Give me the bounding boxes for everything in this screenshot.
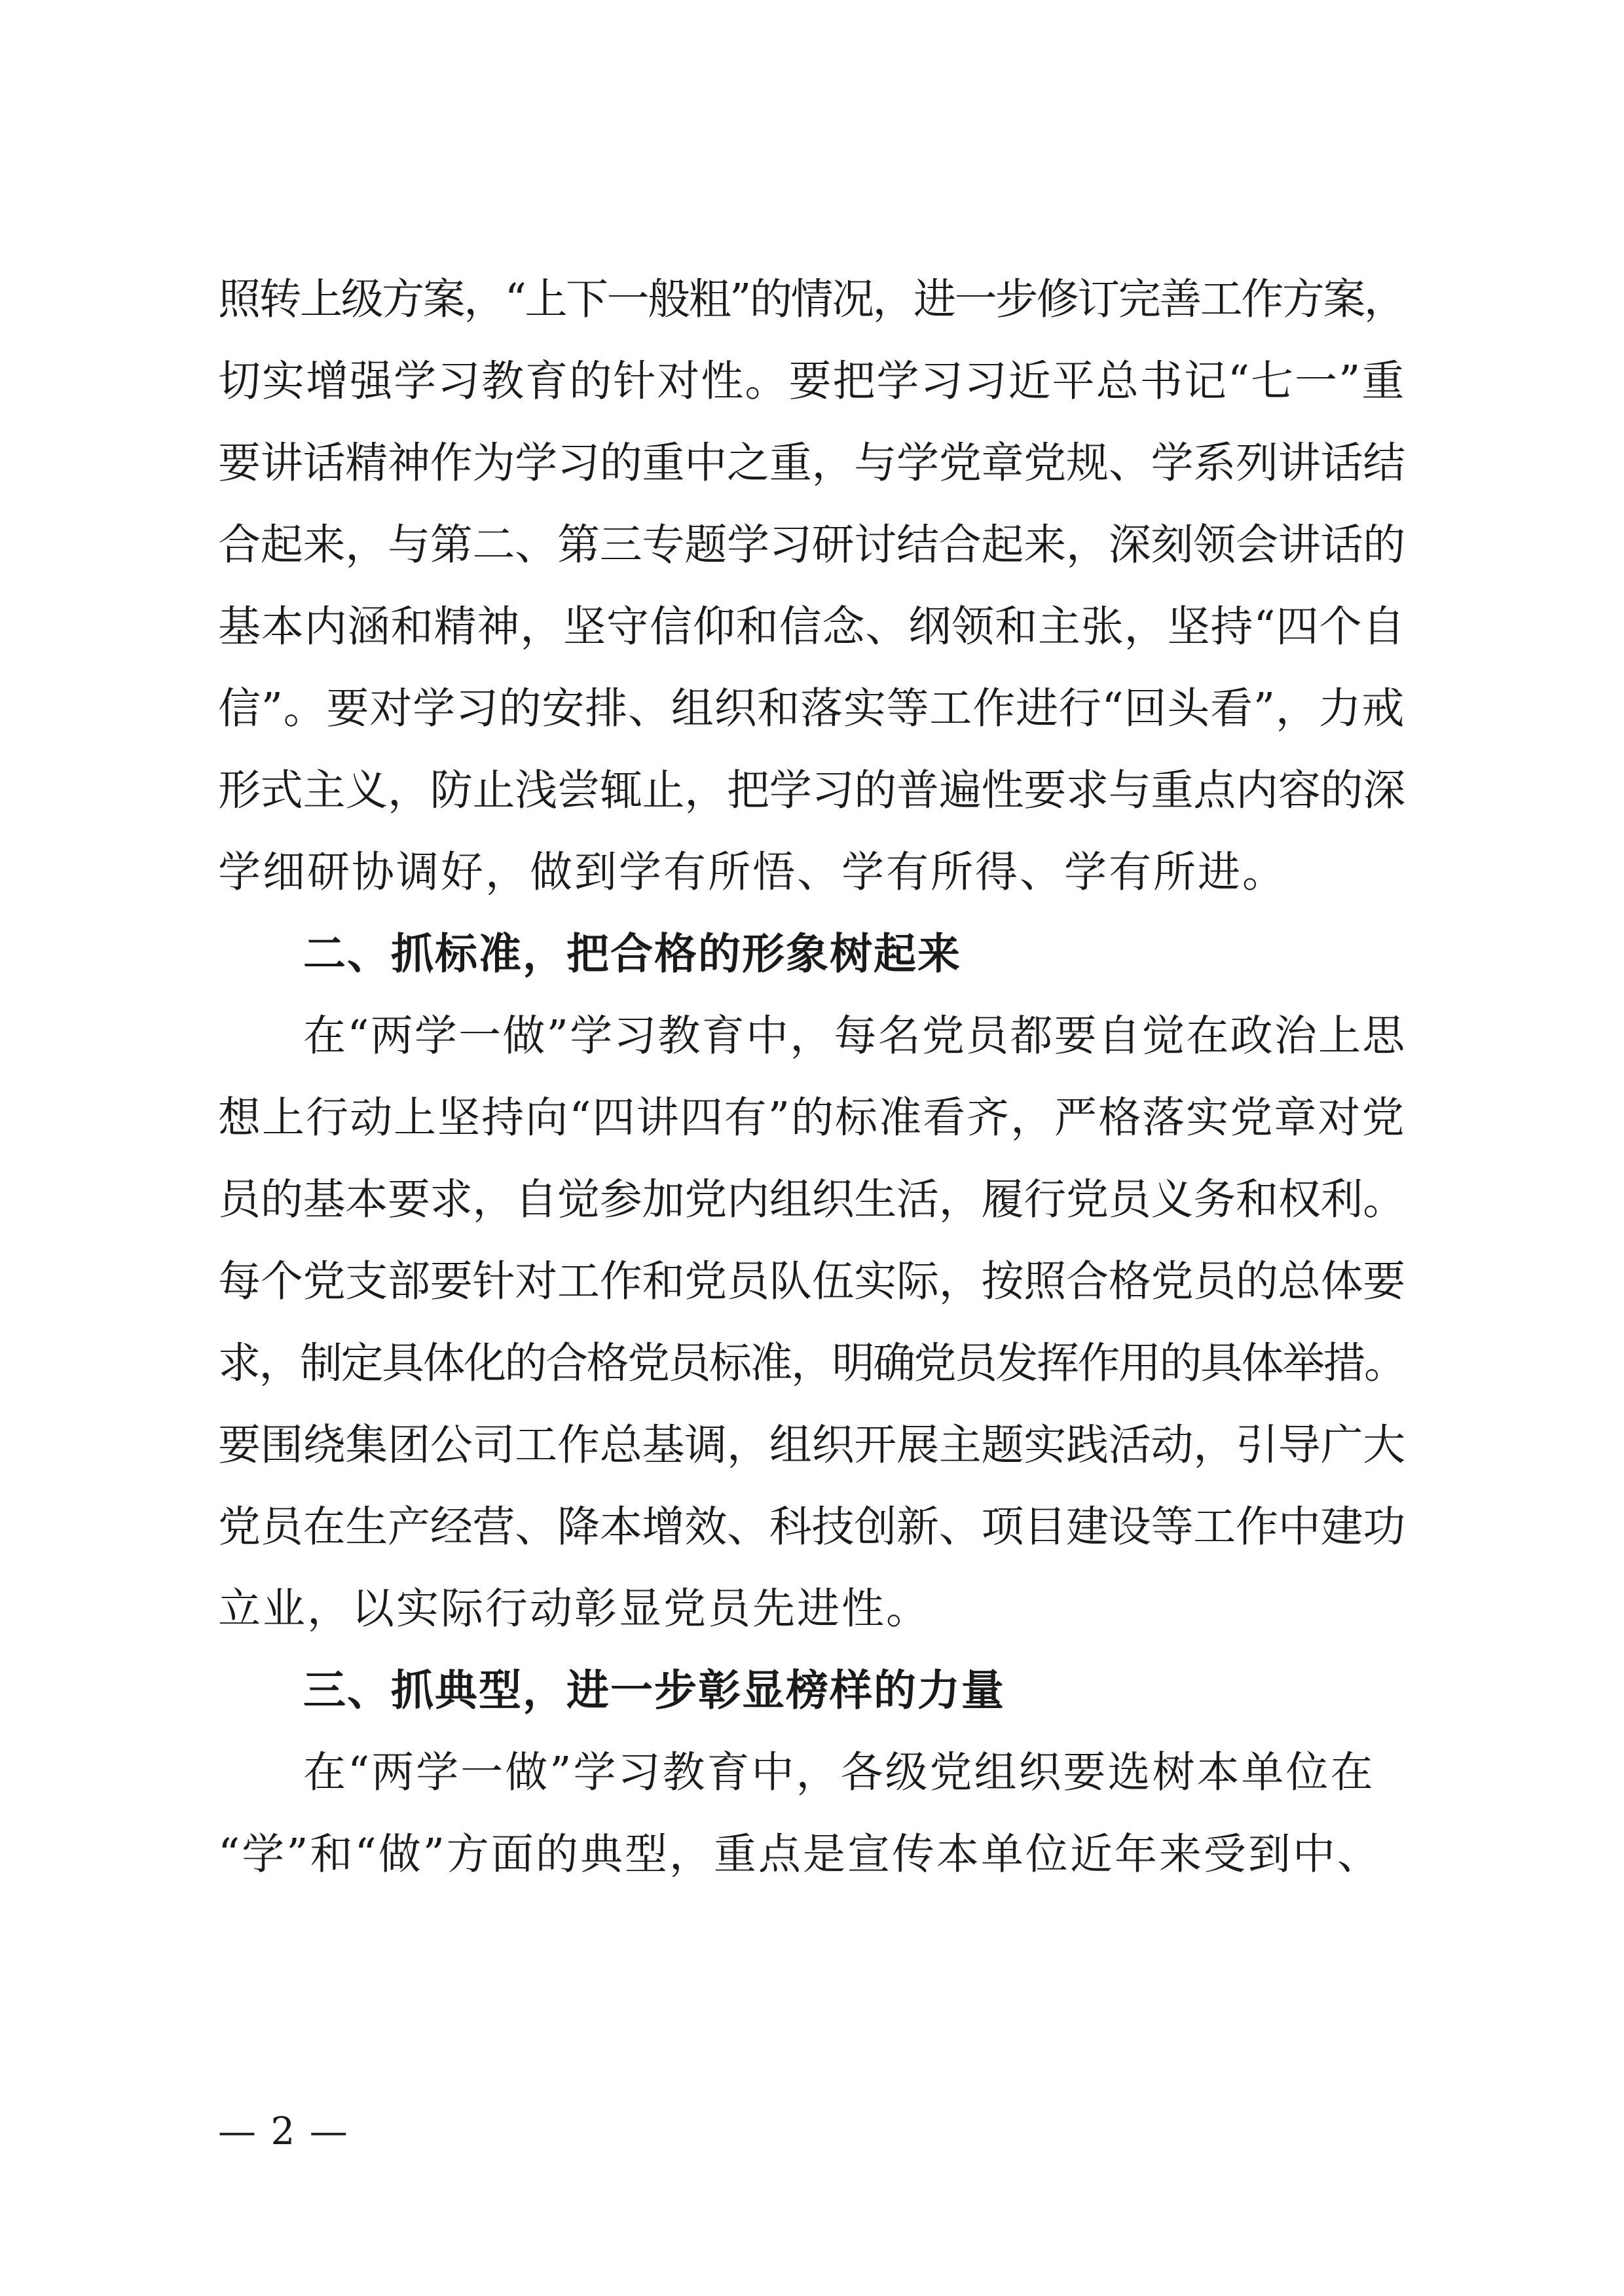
paragraph-line: 在“两学一做”学习教育中，各级党组织要选树本单位在 [303, 1748, 1375, 1797]
paragraph-line: 合起来，与第二、第三专题学习研讨结合起来，深刻领会讲话的 [218, 520, 1406, 570]
document-body [218, 259, 1414, 1895]
paragraph-line: 学细研协调好，做到学有所悟、学有所得、学有所进。 [218, 848, 1287, 897]
paragraph-line: 照转上级方案，“上下一般粗”的情况，进一步修订完善工作方案， [218, 275, 1405, 324]
paragraph-line: 基本内涵和精神，坚守信仰和信念、纲领和主张，坚持“四个自 [218, 602, 1406, 651]
paragraph-line: 切实增强学习教育的针对性。要把学习习近平总书记“七一”重 [218, 357, 1406, 406]
paragraph-line: 信”。要对学习的安排、组织和落实等工作进行“回头看”，力戒 [218, 684, 1405, 733]
paragraph-line: 员的基本要求，自觉参加党内组织生活，履行党员义务和权利。 [218, 1175, 1406, 1224]
paragraph-line: 要围绕集团公司工作总基调，组织开展主题实践活动，引导广大 [218, 1421, 1406, 1470]
section-heading: 二、抓标准，把合格的形象树起来 [303, 930, 962, 979]
paragraph-line: 立业，以实际行动彰显党员先进性。 [218, 1584, 931, 1633]
paragraph-line: 要讲话精神作为学习的重中之重，与学党章党规、学系列讲话结 [218, 439, 1406, 488]
paragraph-line: 想上行动上坚持向“四讲四有”的标准看齐，严格落实党章对党 [218, 1093, 1406, 1142]
paragraph-line: 每个党支部要针对工作和党员队伍实际，按照合格党员的总体要 [218, 1257, 1406, 1306]
paragraph-line: 求，制定具体化的合格党员标准，明确党员发挥作用的具体举措。 [218, 1339, 1405, 1388]
paragraph-line: 党员在生产经营、降本增效、科技创新、项目建设等工作中建功 [218, 1503, 1406, 1552]
section-heading: 三、抓典型，进一步彰显榜样的力量 [303, 1666, 1006, 1715]
paragraph-line: “学”和“做”方面的典型，重点是宣传本单位近年来受到中、 [218, 1830, 1382, 1879]
paragraph-line: 在“两学一做”学习教育中，每名党员都要自觉在政治上思 [303, 1011, 1407, 1061]
paragraph-line: 形式主义，防止浅尝辄止，把学习的普遍性要求与重点内容的深 [218, 766, 1406, 815]
page-number: — 2 — [218, 2109, 349, 2153]
